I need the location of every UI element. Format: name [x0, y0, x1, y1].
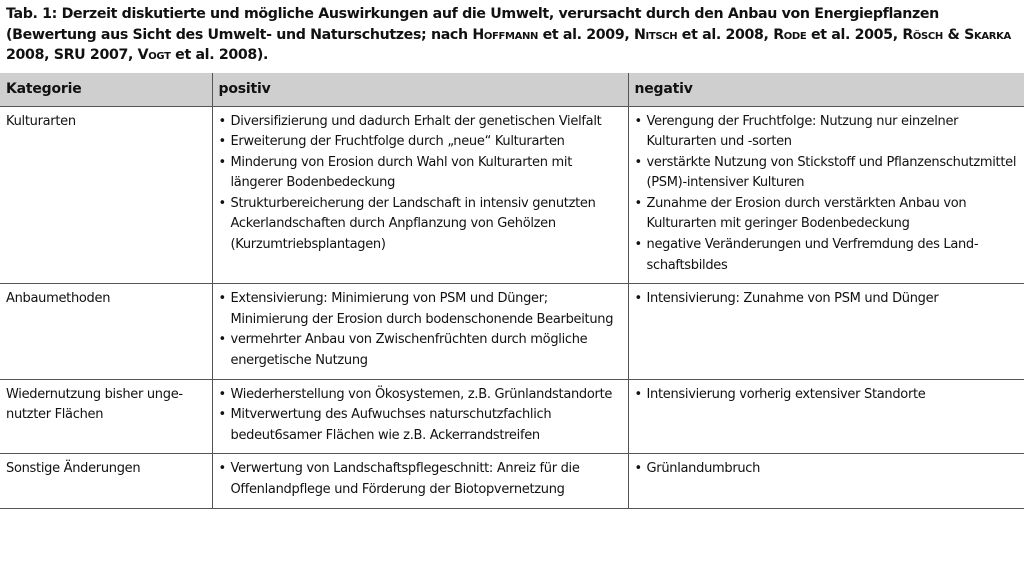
list-item [635, 194, 1019, 235]
caption-text: 2008, SRU 2007, [6, 47, 138, 63]
cell-kategorie: Sonstige Änderungen [0, 454, 212, 508]
positiv-list [219, 385, 622, 447]
list-item-text: Mitverwertung des Aufwuchses naturschutzfachlich bedeut6samer Flächen wie z.B. Ackerrandstreifen [230, 407, 552, 443]
bullet-icon: • [634, 386, 642, 402]
bullet-icon: • [218, 113, 226, 129]
list-item-text: Strukturbereicherung der Landschaft in intensiv genutzten Ackerlandschaften durch Anpflanzung von Gehölzen (Kurzumtriebsplantagen) [230, 195, 596, 253]
list-item-text: Zunahme der Erosion durch verstärkten Anbau von Kulturarten mit geringer Bodenbedeckung [646, 195, 967, 232]
positiv-list [219, 112, 622, 256]
bullet-icon: • [218, 291, 226, 307]
list-item [219, 459, 622, 500]
table-body [0, 106, 1024, 508]
bullet-icon: • [218, 195, 226, 211]
header-positiv: positiv [212, 73, 628, 106]
list-item-text: vermehrter Anbau von Zwischenfrüchten durch mögliche energetische Nutzung [230, 332, 588, 369]
negativ-list [635, 289, 1019, 310]
positiv-list [219, 459, 622, 500]
list-item-text: Extensivierung: Minimierung von PSM und Dünger; Minimierung der Erosion durch bodenschonende Bearbeitung [230, 291, 614, 327]
bullet-icon: • [218, 134, 226, 150]
caption-text: et al. 2009, [538, 26, 634, 43]
list-item-text: Grünlandumbruch [646, 461, 761, 477]
header-row [0, 73, 1024, 106]
caption-text: et al. 2008, [677, 26, 774, 43]
list-item [219, 132, 622, 153]
table-row [0, 284, 1024, 379]
bullet-icon: • [634, 195, 642, 211]
table-caption [6, 4, 1018, 66]
list-item [219, 112, 622, 133]
cell-negativ [628, 454, 1024, 508]
list-item [219, 405, 622, 446]
header-kategorie: Kategorie [0, 73, 212, 106]
bullet-icon: • [634, 461, 642, 477]
list-item-text: Erweiterung der Fruchtfolge durch „neue“ Kulturarten [230, 134, 565, 150]
bullet-icon: • [218, 386, 226, 402]
list-item [635, 459, 1019, 480]
cell-kategorie: Anbaumethoden [0, 284, 212, 379]
list-item [219, 289, 622, 330]
list-item-text: Verengung der Fruchtfolge: Nutzung nur einzelner Kulturarten und -sorten [646, 113, 959, 150]
table-row [0, 379, 1024, 454]
caption-author: Vogt [137, 47, 171, 63]
list-item-text: verstärkte Nutzung von Stickstoff und Pflanzenschutzmittel (PSM)-intensiver Kulturen [646, 154, 1017, 191]
caption-text: et al. 2005, [806, 26, 903, 43]
table-row [0, 454, 1024, 508]
bullet-icon: • [218, 332, 226, 348]
bullet-icon: • [634, 237, 642, 253]
caption-author: Hoffmann [472, 26, 539, 43]
table-row [0, 106, 1024, 284]
list-item [635, 235, 1019, 276]
negativ-list [635, 112, 1019, 277]
cell-positiv [212, 284, 628, 379]
negativ-list [635, 459, 1019, 480]
list-item [219, 385, 622, 406]
list-item-text: Verwertung von Landschaftspflegeschnitt: Anreiz für die Offenlandpflege und Förderung der Biotopvernetzung [230, 461, 580, 497]
positiv-list [219, 289, 622, 371]
list-item-text: Intensivierung: Zunahme von PSM und Dünger [646, 291, 939, 307]
caption-text: Tab. 1: Derzeit diskutierte und mögliche Auswirkungen auf die Umwelt, verursacht durch den Anbau von Energiepflanzen (Bewertung aus Sicht des Umwelt- und Naturschutzes; nach [6, 6, 939, 43]
cell-positiv [212, 106, 628, 284]
bullet-icon: • [218, 154, 226, 170]
cell-kategorie: Kulturarten [0, 106, 212, 284]
bullet-icon: • [634, 113, 642, 129]
caption-author: Rode [773, 26, 807, 43]
list-item-text: Intensivierung vorherig extensiver Standorte [646, 386, 926, 402]
list-item [635, 112, 1019, 153]
cell-kategorie: Wiedernutzung bisher ungenutzter Flächen [0, 379, 212, 454]
list-item [219, 330, 622, 371]
list-item [635, 153, 1019, 194]
bullet-icon: • [634, 154, 642, 170]
header-negativ: negativ [628, 73, 1024, 106]
bullet-icon: • [634, 291, 642, 307]
caption-author: Nitsch [633, 26, 678, 43]
caption-text: et al. 2008). [170, 47, 269, 63]
list-item-text: Wiederherstellung von Ökosystemen, z.B. Grünlandstandorte [230, 386, 613, 402]
cell-positiv [212, 454, 628, 508]
cell-negativ [628, 379, 1024, 454]
impact-table [0, 73, 1024, 509]
caption-author: Rösch & Skarka [902, 26, 1011, 43]
list-item [635, 289, 1019, 310]
list-item [635, 385, 1019, 406]
list-item [219, 194, 622, 256]
list-item-text: negative Veränderungen und Verfremdung des Landschaftsbildes [646, 237, 979, 273]
list-item-text: Minderung von Erosion durch Wahl von Kulturarten mit längerer Bodenbedeckung [230, 154, 573, 191]
cell-positiv [212, 379, 628, 454]
list-item-text: Diversifizierung und dadurch Erhalt der genetischen Vielfalt [230, 113, 602, 129]
negativ-list [635, 385, 1019, 406]
bullet-icon: • [218, 461, 226, 477]
bullet-icon: • [218, 407, 226, 423]
cell-negativ [628, 106, 1024, 284]
list-item [219, 153, 622, 194]
cell-negativ [628, 284, 1024, 379]
